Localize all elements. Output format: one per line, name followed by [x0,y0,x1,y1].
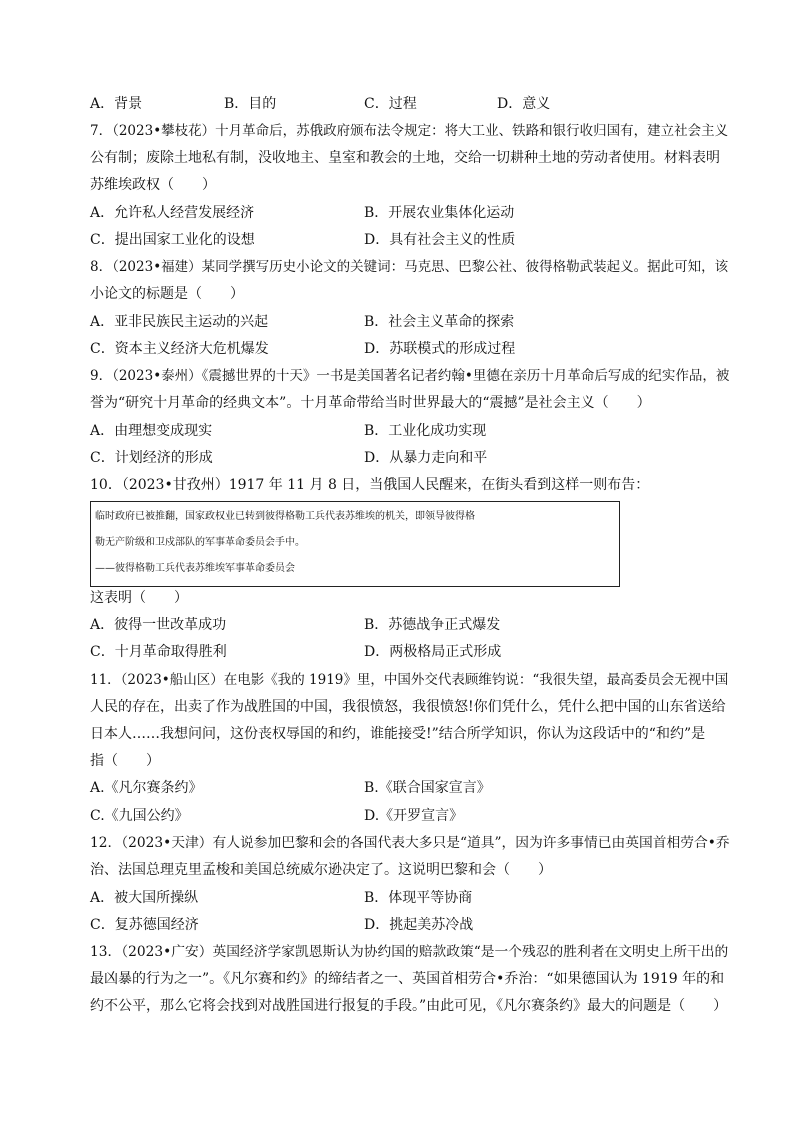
q6-option-a[interactable]: A．背景 [90,96,143,112]
q9-option-a[interactable]: A．由理想变成现实 [90,423,213,439]
q7-option-d[interactable]: D．具有社会主义的性质 [364,232,516,248]
q9-stem-line-1: 9．（2023•泰州）《震撼世界的十天》一书是美国著名记者约翰•里德在亲历十月革命后写成的纪实作品，被 [90,368,730,384]
q8-option-b[interactable]: B．社会主义革命的探索 [364,314,515,330]
q8-option-d[interactable]: D．苏联模式的形成过程 [364,341,516,357]
q12-stem-line-2: 治、法国总理克里孟梭和美国总统威尔逊决定了。这说明巴黎和会（ ） [90,862,552,878]
q11-stem-line-4: 指（ ） [90,753,160,769]
quote-attribution: ——彼得格勒工兵代表苏维埃军事革命委员会 [95,563,295,574]
q13-stem-line-1: 13．（2023•广安）英国经济学家凯恩斯认为协约国的赔款政策“是一个残忍的胜利者在文明史上所干出的 [90,944,729,960]
proclamation-quote-box [90,501,620,587]
q11-stem-line-3: 日本人……我想问问，这份丧权辱国的和约，谁能接受!”结合所学知识，你认为这段话中的“和约”是 [90,726,706,742]
q9-option-b[interactable]: B．工业化成功实现 [364,423,487,439]
q10-stem-after: 这表明（ ） [90,590,188,606]
q9-option-c[interactable]: C．计划经济的形成 [90,450,213,466]
q7-option-b[interactable]: B．开展农业集体化运动 [364,205,515,221]
q10-stem-line-1: 10．（2023•甘孜州）1917 年 11 月 8 日，当俄国人民醒来，在街头看到这样一则布告： [90,477,650,493]
q11-stem-line-2: 人民的存在，出卖了作为战胜国的中国，我很愤怒，我很愤怒!你们凭什么，凭什么把中国的山东省送给 [90,699,726,715]
q7-option-c[interactable]: C．提出国家工业化的设想 [90,232,255,248]
q11-option-c[interactable]: C.《九国公约》 [90,808,189,824]
q11-option-b[interactable]: B.《联合国家宣言》 [364,780,491,796]
q10-option-d[interactable]: D．两极格局正式形成 [364,644,502,660]
q8-stem-line-2: 小论文的标题是（ ） [90,286,244,302]
q10-option-b[interactable]: B．苏德战争正式爆发 [364,617,501,633]
q12-option-b[interactable]: B．体现平等协商 [364,890,473,906]
q7-stem-line-2: 公有制；废除土地私有制，没收地主、皇室和教会的土地，交给一切耕种土地的劳动者使用。材料表明 [90,150,720,166]
q7-option-a[interactable]: A．允许私人经营发展经济 [90,205,255,221]
q11-stem-line-1: 11．（2023•船山区）在电影《我的 1919》里，中国外交代表顾维钧说：“我很失望，最高委员会无视中国 [90,672,729,688]
q6-option-b[interactable]: B．目的 [224,96,277,112]
q10-option-c[interactable]: C．十月革命取得胜利 [90,644,227,660]
q12-option-a[interactable]: A．被大国所操纵 [90,890,199,906]
q7-stem-line-1: 7．（2023•攀枝花）十月革命后，苏俄政府颁布法令规定：将大工业、铁路和银行收归国有，建立社会主义 [90,123,729,139]
quote-line-2: 勒无产阶级和卫戍部队的军事革命委员会手中。 [95,537,305,548]
q8-stem-line-1: 8．（2023•福建）某同学撰写历史小论文的关键词：马克思、巴黎公社、彼得格勒武装起义。据此可知，该 [90,259,729,275]
q12-option-c[interactable]: C．复苏德国经济 [90,917,199,933]
q11-option-d[interactable]: D.《开罗宣言》 [364,808,464,824]
q6-option-c[interactable]: C．过程 [364,96,417,112]
quote-line-1: 临时政府已被推翻，国家政权业已转到彼得格勒工兵代表苏维埃的机关，即领导彼得格 [95,511,475,522]
q13-stem-line-3: 约不公平，那么它将会找到对战胜国进行报复的手段。”由此可见，《凡尔赛条约》最大的问题是（ ） [90,998,728,1014]
q6-option-d[interactable]: D．意义 [497,96,551,112]
q8-option-a[interactable]: A．亚非民族民主运动的兴起 [90,314,269,330]
q13-stem-line-2: 最凶暴的行为之一”。《凡尔赛和约》的缔结者之一、英国首相劳合•乔治：“如果德国认为 1919 年的和 [90,971,725,987]
q9-stem-line-2: 誉为“研究十月革命的经典文本”。十月革命带给当时世界最大的“震撼”是社会主义（ ） [90,395,651,411]
q7-stem-line-3: 苏维埃政权（ ） [90,177,216,193]
q8-option-c[interactable]: C．资本主义经济大危机爆发 [90,341,269,357]
q10-option-a[interactable]: A．彼得一世改革成功 [90,617,227,633]
q12-stem-line-1: 12．（2023•天津）有人说参加巴黎和会的各国代表大多只是“道具”，因为许多事情已由英国首相劳合•乔 [90,835,730,851]
q12-option-d[interactable]: D．挑起美苏冷战 [364,917,474,933]
q11-option-a[interactable]: A.《凡尔赛条约》 [90,780,203,796]
q9-option-d[interactable]: D．从暴力走向和平 [364,450,488,466]
